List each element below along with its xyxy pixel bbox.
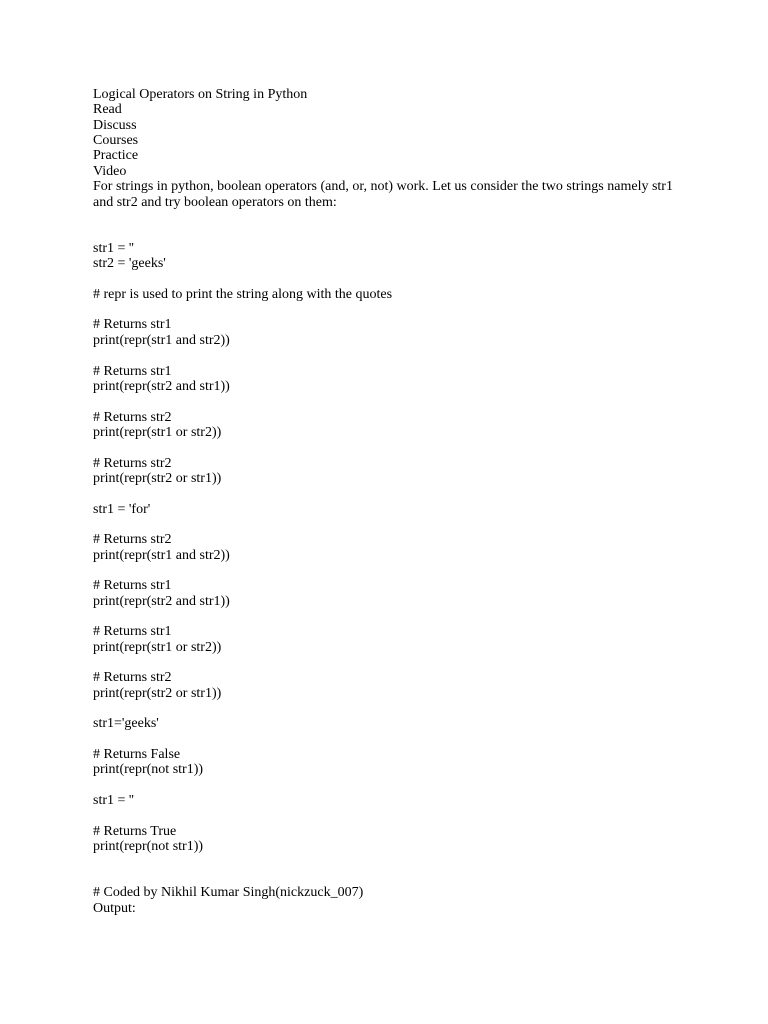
nav-link-discuss[interactable]: Discuss bbox=[93, 117, 137, 133]
code-block bbox=[93, 241, 673, 901]
code-line: print(repr(not str1)) bbox=[93, 839, 204, 855]
code-line: print(repr(str1 or str2)) bbox=[93, 424, 222, 440]
code-comment: # repr is used to print the string along with the quotes bbox=[93, 286, 393, 302]
code-line: print(repr(str1 and str2)) bbox=[93, 547, 230, 563]
code-line: str1 = 'for' bbox=[93, 501, 151, 517]
code-comment: # Returns str2 bbox=[93, 532, 172, 548]
output-label: Output: bbox=[93, 900, 136, 916]
code-comment: # Returns str1 bbox=[93, 317, 172, 333]
nav-link-courses[interactable]: Courses bbox=[93, 133, 139, 149]
code-line: str1 = '' bbox=[93, 240, 134, 256]
code-line: str1='geeks' bbox=[93, 716, 159, 732]
code-comment: # Returns str1 bbox=[93, 578, 172, 594]
nav-link-read[interactable]: Read bbox=[93, 102, 122, 118]
code-line: print(repr(not str1)) bbox=[93, 762, 204, 778]
code-line: print(repr(str2 or str1)) bbox=[93, 685, 222, 701]
nav-link-video[interactable]: Video bbox=[93, 163, 127, 179]
code-line: print(repr(str2 and str1)) bbox=[93, 378, 230, 394]
code-line: print(repr(str1 and str2)) bbox=[93, 332, 230, 348]
code-comment: # Returns str2 bbox=[93, 409, 172, 425]
code-line: print(repr(str2 or str1)) bbox=[93, 470, 222, 486]
code-line: str2 = 'geeks' bbox=[93, 256, 166, 272]
code-line: print(repr(str2 and str1)) bbox=[93, 593, 230, 609]
code-comment: # Returns str1 bbox=[93, 363, 172, 379]
nav-link-practice[interactable]: Practice bbox=[93, 148, 139, 164]
code-line: str1 = '' bbox=[93, 793, 134, 809]
intro-paragraph: For strings in python, boolean operators (and, or, not) work. Let us consider the two strings namely str1 and str2 and try boolean operators on them: bbox=[93, 179, 673, 210]
page-title: Logical Operators on String in Python bbox=[93, 87, 308, 102]
document-body bbox=[93, 87, 673, 916]
code-comment: # Returns str1 bbox=[93, 624, 172, 640]
code-comment: # Returns str2 bbox=[93, 455, 172, 471]
code-comment: # Returns False bbox=[93, 747, 181, 763]
code-comment: # Returns True bbox=[93, 823, 177, 839]
code-line: print(repr(str1 or str2)) bbox=[93, 639, 222, 655]
code-comment: # Coded by Nikhil Kumar Singh(nickzuck_007) bbox=[93, 885, 364, 901]
code-comment: # Returns str2 bbox=[93, 670, 172, 686]
